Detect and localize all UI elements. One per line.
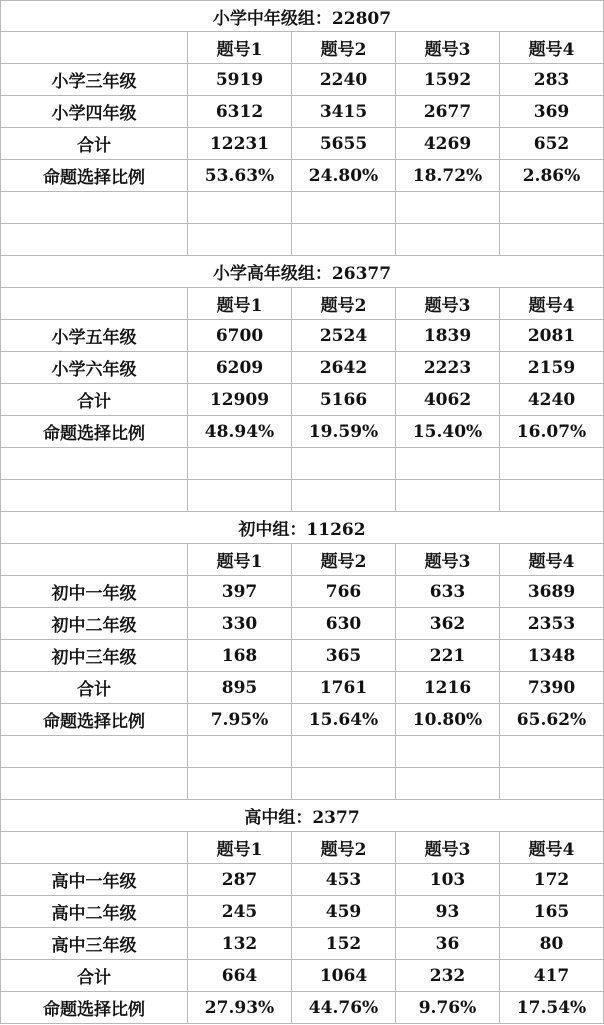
blank-row [0,736,604,768]
blank-row [0,448,604,480]
value-cell[interactable]: 2159 [500,352,604,384]
value-cell[interactable]: 7.95% [188,704,292,736]
empty-cell[interactable] [396,480,500,512]
value-cell[interactable]: 5655 [292,128,396,160]
value-cell[interactable]: 93 [396,896,500,928]
blank-row [0,192,604,224]
row-label-cell[interactable]: 合计 [0,672,188,704]
value-cell[interactable]: 53.63% [188,160,292,192]
empty-cell[interactable] [500,224,604,256]
table-row [0,640,604,672]
empty-cell[interactable] [500,192,604,224]
row-label-cell[interactable]: 命题选择比例 [0,160,188,192]
value-cell[interactable]: 1839 [396,320,500,352]
row-label-cell[interactable]: 命题选择比例 [0,416,188,448]
empty-cell[interactable] [188,736,292,768]
table-row [0,672,604,704]
empty-cell[interactable] [0,224,188,256]
empty-cell[interactable] [396,224,500,256]
value-cell[interactable]: 330 [188,608,292,640]
row-label-cell[interactable]: 初中一年级 [0,576,188,608]
value-cell[interactable]: 2524 [292,320,396,352]
value-cell[interactable]: 453 [292,864,396,896]
column-header-cell[interactable]: 题号1 [188,32,292,64]
table-row [0,320,604,352]
header-corner-cell[interactable] [0,288,188,320]
empty-cell[interactable] [396,736,500,768]
group-title-row [0,512,604,544]
value-cell[interactable]: 19.59% [292,416,396,448]
header-row [0,544,604,576]
value-cell[interactable]: 15.40% [396,416,500,448]
value-cell[interactable]: 48.94% [188,416,292,448]
value-cell[interactable]: 9.76% [396,992,500,1024]
group-title-row [0,256,604,288]
value-cell[interactable]: 12909 [188,384,292,416]
empty-cell[interactable] [188,768,292,800]
row-label-cell[interactable]: 合计 [0,960,188,992]
header-row [0,32,604,64]
blank-row [0,480,604,512]
row-label-cell[interactable]: 小学四年级 [0,96,188,128]
blank-row [0,224,604,256]
empty-cell[interactable] [396,768,500,800]
column-header-cell[interactable]: 题号4 [500,544,604,576]
value-cell[interactable]: 630 [292,608,396,640]
value-cell[interactable]: 2353 [500,608,604,640]
value-cell[interactable]: 36 [396,928,500,960]
row-label-cell[interactable]: 高中一年级 [0,864,188,896]
empty-cell[interactable] [188,448,292,480]
table-row [0,576,604,608]
empty-cell[interactable] [292,192,396,224]
value-cell[interactable]: 6209 [188,352,292,384]
table-row [0,928,604,960]
column-header-cell[interactable]: 题号3 [396,32,500,64]
group-title[interactable]: 小学中年级组：22807 [0,0,604,32]
value-cell[interactable]: 5919 [188,64,292,96]
table-row [0,864,604,896]
value-cell[interactable]: 417 [500,960,604,992]
row-label-cell[interactable]: 命题选择比例 [0,704,188,736]
value-cell[interactable]: 633 [396,576,500,608]
empty-cell[interactable] [396,192,500,224]
empty-cell[interactable] [0,192,188,224]
value-cell[interactable]: 232 [396,960,500,992]
value-cell[interactable]: 221 [396,640,500,672]
row-label-cell[interactable]: 初中二年级 [0,608,188,640]
value-cell[interactable]: 103 [396,864,500,896]
value-cell[interactable]: 4269 [396,128,500,160]
value-cell[interactable]: 895 [188,672,292,704]
column-header-cell[interactable]: 题号4 [500,32,604,64]
table-row [0,128,604,160]
value-cell[interactable]: 80 [500,928,604,960]
value-cell[interactable]: 17.54% [500,992,604,1024]
value-cell[interactable]: 4062 [396,384,500,416]
group-title[interactable]: 初中组：11262 [0,512,604,544]
empty-cell[interactable] [188,480,292,512]
value-cell[interactable]: 16.07% [500,416,604,448]
column-header-cell[interactable]: 题号4 [500,832,604,864]
table-row [0,992,604,1024]
value-cell[interactable]: 44.76% [292,992,396,1024]
empty-cell[interactable] [500,448,604,480]
column-header-cell[interactable]: 题号2 [292,288,396,320]
table-row [0,704,604,736]
table-row [0,416,604,448]
table-row [0,96,604,128]
row-label-cell[interactable]: 高中三年级 [0,928,188,960]
group-title[interactable]: 小学高年级组：26377 [0,256,604,288]
table-row [0,896,604,928]
value-cell[interactable]: 397 [188,576,292,608]
column-header-cell[interactable]: 题号1 [188,288,292,320]
empty-cell[interactable] [396,448,500,480]
value-cell[interactable]: 3689 [500,576,604,608]
group-title[interactable]: 高中组：2377 [0,800,604,832]
value-cell[interactable]: 2240 [292,64,396,96]
empty-cell[interactable] [500,768,604,800]
row-label-cell[interactable]: 命题选择比例 [0,992,188,1024]
value-cell[interactable]: 1348 [500,640,604,672]
empty-cell[interactable] [292,480,396,512]
value-cell[interactable]: 172 [500,864,604,896]
row-label-cell[interactable]: 小学六年级 [0,352,188,384]
value-cell[interactable]: 10.80% [396,704,500,736]
column-header-cell[interactable]: 题号4 [500,288,604,320]
value-cell[interactable]: 24.80% [292,160,396,192]
header-corner-cell[interactable] [0,32,188,64]
empty-cell[interactable] [292,224,396,256]
value-cell[interactable]: 2081 [500,320,604,352]
value-cell[interactable]: 287 [188,864,292,896]
column-header-cell[interactable]: 题号2 [292,544,396,576]
table-row [0,352,604,384]
column-header-cell[interactable]: 题号1 [188,544,292,576]
value-cell[interactable]: 4240 [500,384,604,416]
header-row [0,288,604,320]
value-cell[interactable]: 2223 [396,352,500,384]
value-cell[interactable]: 1216 [396,672,500,704]
value-cell[interactable]: 1064 [292,960,396,992]
value-cell[interactable]: 6700 [188,320,292,352]
blank-row [0,768,604,800]
value-cell[interactable]: 652 [500,128,604,160]
value-cell[interactable]: 362 [396,608,500,640]
value-cell[interactable]: 168 [188,640,292,672]
empty-cell[interactable] [0,448,188,480]
value-cell[interactable]: 15.64% [292,704,396,736]
value-cell[interactable]: 165 [500,896,604,928]
empty-cell[interactable] [292,768,396,800]
value-cell[interactable]: 1592 [396,64,500,96]
table-row [0,64,604,96]
empty-cell[interactable] [500,480,604,512]
value-cell[interactable]: 65.62% [500,704,604,736]
column-header-cell[interactable]: 题号3 [396,544,500,576]
empty-cell[interactable] [500,736,604,768]
empty-cell[interactable] [0,736,188,768]
empty-cell[interactable] [0,768,188,800]
value-cell[interactable]: 5166 [292,384,396,416]
value-cell[interactable]: 365 [292,640,396,672]
table-row [0,384,604,416]
value-cell[interactable]: 27.93% [188,992,292,1024]
value-cell[interactable]: 1761 [292,672,396,704]
value-cell[interactable]: 2642 [292,352,396,384]
value-cell[interactable]: 283 [500,64,604,96]
value-cell[interactable]: 12231 [188,128,292,160]
row-label-cell[interactable]: 合计 [0,384,188,416]
table-row [0,608,604,640]
value-cell[interactable]: 152 [292,928,396,960]
table-row [0,960,604,992]
value-cell[interactable]: 664 [188,960,292,992]
row-label-cell[interactable]: 初中三年级 [0,640,188,672]
group-title-row [0,0,604,32]
column-header-cell[interactable]: 题号2 [292,832,396,864]
value-cell[interactable]: 245 [188,896,292,928]
value-cell[interactable]: 766 [292,576,396,608]
column-header-cell[interactable]: 题号1 [188,832,292,864]
table-row [0,160,604,192]
column-header-cell[interactable]: 题号2 [292,32,396,64]
column-header-cell[interactable]: 题号3 [396,288,500,320]
header-row [0,832,604,864]
row-label-cell[interactable]: 小学三年级 [0,64,188,96]
header-corner-cell[interactable] [0,832,188,864]
empty-cell[interactable] [292,448,396,480]
value-cell[interactable]: 369 [500,96,604,128]
empty-cell[interactable] [188,192,292,224]
group-title-row [0,800,604,832]
value-cell[interactable]: 132 [188,928,292,960]
empty-cell[interactable] [292,736,396,768]
header-corner-cell[interactable] [0,544,188,576]
value-cell[interactable]: 2.86% [500,160,604,192]
column-header-cell[interactable]: 题号3 [396,832,500,864]
value-cell[interactable]: 6312 [188,96,292,128]
value-cell[interactable]: 459 [292,896,396,928]
empty-cell[interactable] [0,480,188,512]
value-cell[interactable]: 18.72% [396,160,500,192]
row-label-cell[interactable]: 小学五年级 [0,320,188,352]
row-label-cell[interactable]: 合计 [0,128,188,160]
empty-cell[interactable] [188,224,292,256]
value-cell[interactable]: 2677 [396,96,500,128]
value-cell[interactable]: 3415 [292,96,396,128]
value-cell[interactable]: 7390 [500,672,604,704]
row-label-cell[interactable]: 高中二年级 [0,896,188,928]
